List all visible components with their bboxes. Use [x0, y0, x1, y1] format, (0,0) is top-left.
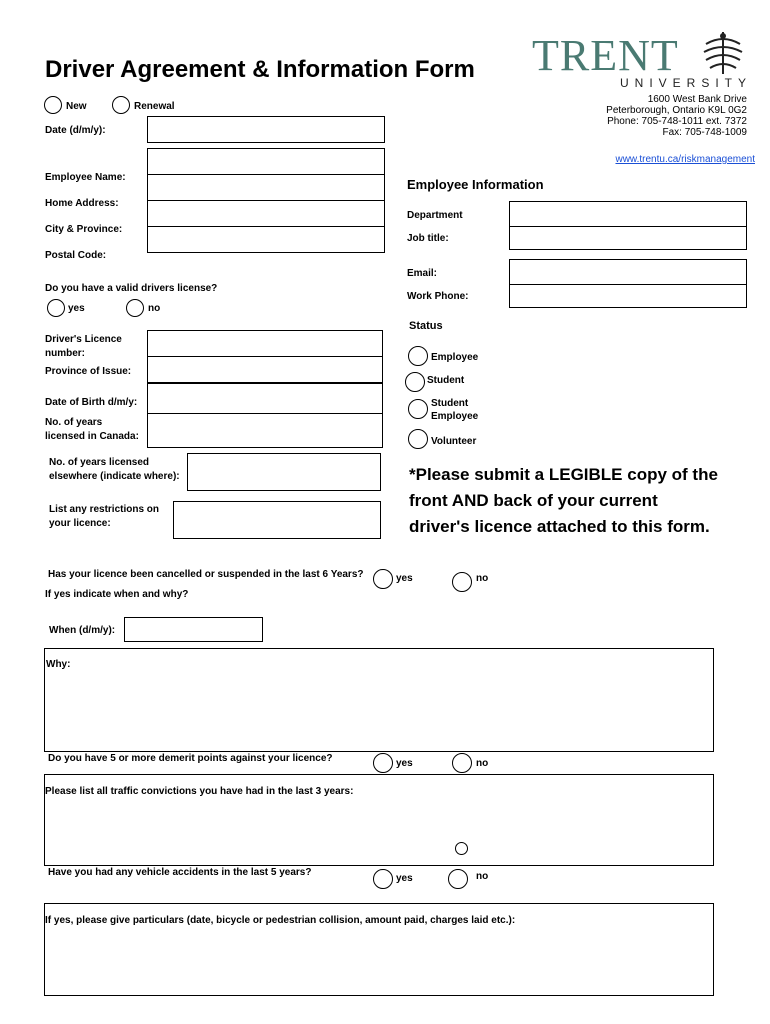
accidents-no-radio[interactable]: [448, 869, 468, 889]
status-employee-label: Employee: [431, 352, 479, 363]
valid-license-no-radio[interactable]: [126, 299, 144, 317]
address-line-4: Fax: 705-748-1009: [662, 127, 747, 138]
trent-logo: [532, 30, 752, 92]
notice-line-1: *Please submit a LEGIBLE copy of the: [409, 465, 718, 484]
form-title: Driver Agreement & Information Form: [45, 56, 475, 83]
department-label: Department: [407, 210, 463, 221]
home-address-label: Home Address:: [45, 198, 119, 209]
address-line-1: 1600 West Bank Drive: [647, 94, 747, 105]
valid-license-question: Do you have a valid drivers license?: [45, 283, 218, 294]
province-issue-input[interactable]: [147, 356, 383, 383]
work-phone-input[interactable]: [509, 284, 747, 308]
status-student-label: Student: [427, 375, 465, 386]
status-volunteer-label: Volunteer: [431, 436, 477, 447]
years-canada-label: No. of years licensed in Canada:: [45, 417, 139, 442]
date-input[interactable]: [147, 116, 385, 143]
convictions-label: Please list all traffic convictions you have had in the last 3 years:: [45, 786, 354, 797]
stray-radio[interactable]: [455, 842, 468, 855]
accidents-yes-label: yes: [396, 873, 413, 884]
years-elsewhere-label: No. of years licensed elsewhere (indicate where):: [49, 457, 180, 482]
why-label: Why:: [46, 659, 71, 670]
renewal-radio[interactable]: [112, 96, 130, 114]
status-student-employee-label: Student Employee: [431, 398, 479, 422]
home-address-input[interactable]: [147, 174, 385, 201]
valid-license-yes-radio[interactable]: [47, 299, 65, 317]
address-line-3: Phone: 705-748-1011 ext. 7372: [607, 116, 747, 127]
logo-subtext: UNIVERSITY: [620, 76, 753, 90]
accidents-yes-radio[interactable]: [373, 869, 393, 889]
province-issue-label: Province of Issue:: [45, 366, 132, 377]
new-label: New: [66, 101, 87, 112]
when-input[interactable]: [124, 617, 263, 642]
risk-management-link[interactable]: www.trentu.ca/riskmanagement: [615, 154, 755, 165]
work-phone-label: Work Phone:: [407, 291, 469, 302]
employee-name-label: Employee Name:: [45, 172, 126, 183]
email-input[interactable]: [509, 259, 747, 285]
job-title-label: Job title:: [407, 233, 449, 244]
cancelled-no-radio[interactable]: [452, 572, 472, 592]
employee-name-input[interactable]: [147, 148, 385, 175]
cancelled-no-label: no: [476, 573, 489, 584]
city-province-label: City & Province:: [45, 224, 123, 235]
cancelled-question: Has your licence been cancelled or suspended in the last 6 Years?: [48, 569, 364, 580]
years-elsewhere-input[interactable]: [187, 453, 381, 491]
department-input[interactable]: [509, 201, 747, 227]
status-volunteer-radio[interactable]: [408, 429, 428, 449]
particulars-label: If yes, please give particulars (date, bicycle or pedestrian collision, amount paid, charges laid etc.):: [45, 915, 516, 926]
notice-line-3: driver's licence attached to this form.: [409, 517, 710, 536]
demerit-no-radio[interactable]: [452, 753, 472, 773]
date-of-birth-label: Date of Birth d/m/y:: [45, 397, 138, 408]
logo-emblem-icon: [700, 30, 746, 76]
why-textarea[interactable]: [44, 648, 714, 752]
status-heading: Status: [409, 320, 443, 332]
job-title-input[interactable]: [509, 226, 747, 250]
accidents-no-label: no: [476, 871, 489, 882]
valid-license-no-label: no: [148, 303, 161, 314]
demerit-no-label: no: [476, 758, 489, 769]
demerit-yes-label: yes: [396, 758, 413, 769]
date-label: Date (d/m/y):: [45, 125, 106, 136]
status-student-employee-radio[interactable]: [408, 399, 428, 419]
address-line-2: Peterborough, Ontario K9L 0G2: [606, 105, 747, 116]
postal-code-label: Postal Code:: [45, 250, 107, 261]
notice-line-2: front AND back of your current: [409, 491, 658, 510]
new-radio[interactable]: [44, 96, 62, 114]
valid-license-yes-label: yes: [68, 303, 85, 314]
licence-number-input[interactable]: [147, 330, 383, 357]
status-employee-radio[interactable]: [408, 346, 428, 366]
restrictions-label: List any restrictions on your licence:: [49, 504, 160, 529]
employee-information-heading: Employee Information: [407, 177, 544, 192]
years-canada-input[interactable]: [147, 413, 383, 448]
cancelled-yes-radio[interactable]: [373, 569, 393, 589]
renewal-label: Renewal: [134, 101, 175, 112]
status-student-radio[interactable]: [405, 372, 425, 392]
logo-wordmark: TRENT: [532, 31, 679, 80]
demerit-yes-radio[interactable]: [373, 753, 393, 773]
if-yes-label: If yes indicate when and why?: [45, 589, 189, 600]
demerit-question: Do you have 5 or more demerit points against your licence?: [48, 753, 333, 764]
accidents-question: Have you had any vehicle accidents in the last 5 years?: [48, 867, 312, 878]
licence-number-label: Driver's Licence number:: [45, 334, 122, 359]
postal-code-input[interactable]: [147, 226, 385, 253]
date-of-birth-input[interactable]: [147, 383, 383, 414]
licence-copy-notice: [409, 462, 718, 540]
city-province-input[interactable]: [147, 200, 385, 227]
address-block: [606, 94, 747, 138]
email-label: Email:: [407, 268, 438, 279]
cancelled-yes-label: yes: [396, 573, 413, 584]
when-label: When (d/m/y):: [49, 625, 116, 636]
restrictions-input[interactable]: [173, 501, 381, 539]
